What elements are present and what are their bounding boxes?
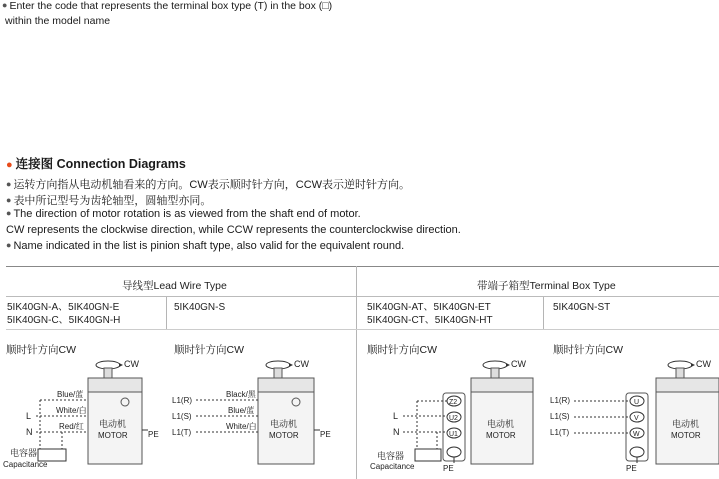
rotation-arrowhead-icon xyxy=(119,363,123,367)
group-header-lead-wire: 导线型Lead Wire Type xyxy=(122,280,227,292)
terminal-label-w: W xyxy=(633,431,640,438)
diagram-col1 xyxy=(0,355,165,479)
col-divider-1 xyxy=(166,297,167,329)
wire-blue-label: Blue/蓝 xyxy=(228,406,255,415)
wire-black-label: Black/黑 xyxy=(226,390,256,399)
l1-s-label: L1(S) xyxy=(172,412,192,421)
top-note-line1: ● Enter the code that represents the terminal box type (T) in the box (□) xyxy=(2,0,333,12)
rotation-arrowhead-icon xyxy=(289,363,293,367)
l1-t-label: L1(T) xyxy=(550,428,570,437)
bullet-icon: ● xyxy=(6,195,12,205)
terminal-pe xyxy=(447,447,461,457)
l1-r-label: L1(R) xyxy=(550,396,571,405)
motor-label-en: MOTOR xyxy=(98,431,128,440)
terminal-label-u: U xyxy=(634,399,640,406)
direction-col1: 顺时针方向CW xyxy=(6,344,76,356)
direction-col3: 顺时针方向CW xyxy=(367,344,437,356)
section-bullet-icon: ● xyxy=(6,159,13,171)
table-models-border xyxy=(6,329,719,330)
terminal-label-u2: U2 xyxy=(449,415,458,422)
terminal-label-v: V xyxy=(634,415,639,422)
capacitor-label-en: Capacitance xyxy=(3,460,48,469)
motor-shaft xyxy=(274,368,282,378)
bullet-icon: ● xyxy=(6,240,12,250)
capacitor-label-cn: 电容器 xyxy=(10,448,38,458)
note-1: ● 运转方向指从电动机轴看来的方向。CW表示顺时针方向，CCW表示逆时针方向。 xyxy=(6,179,411,191)
motor-flange xyxy=(258,378,314,392)
note-3: ● The direction of motor rotation is as viewed from the shaft end of motor. xyxy=(6,208,361,220)
model-col2-line1: 5IK40GN-S xyxy=(174,302,226,313)
bullet-icon: ● xyxy=(6,179,12,189)
model-col4-line1: 5IK40GN-ST xyxy=(553,302,611,313)
n-label: N xyxy=(393,427,400,437)
note-4: CW represents the clockwise direction, while CCW represents the counterclockwise direction. xyxy=(6,224,461,236)
pe-label: PE xyxy=(320,430,331,439)
wire-white-label: White/白 xyxy=(56,406,87,415)
motor-label-en: MOTOR xyxy=(671,431,701,440)
pe-label: PE xyxy=(626,464,637,473)
motor-shaft xyxy=(104,368,112,378)
cw-label: CW xyxy=(696,359,711,369)
note-5: ● Name indicated in the list is pinion shaft type, also valid for the equivalent round. xyxy=(6,240,405,252)
bullet-icon: ● xyxy=(6,208,12,218)
motor-flange xyxy=(471,378,533,392)
terminal-label-z2: Z2 xyxy=(449,399,458,406)
model-col1-line1: 5IK40GN-A、5IK40GN-E xyxy=(7,302,120,313)
pe-label: PE xyxy=(443,464,454,473)
rotation-arrowhead-icon xyxy=(506,363,510,367)
cw-label: CW xyxy=(124,359,139,369)
table-header-border xyxy=(6,296,719,297)
cw-label: CW xyxy=(294,359,309,369)
capacitor-icon xyxy=(415,449,441,461)
section-title: ● 连接图 Connection Diagrams xyxy=(6,157,186,171)
motor-flange xyxy=(656,378,719,392)
capacitor-label-en: Capacitance xyxy=(370,462,415,471)
wire-red-label: Red/红 xyxy=(59,422,84,431)
l1-t-label: L1(T) xyxy=(172,428,192,437)
group-header-terminal-box: 带端子箱型Terminal Box Type xyxy=(477,280,616,292)
col-divider-3 xyxy=(543,297,544,329)
wire-white-label: White/白 xyxy=(226,422,257,431)
motor-shaft xyxy=(491,368,499,378)
note-2: ● 表中所记型号为齿轮轴型，圆轴型亦同。 xyxy=(6,195,212,207)
l-label: L xyxy=(393,411,399,421)
n-label: N xyxy=(26,427,33,437)
table-top-border xyxy=(6,266,719,267)
motor-label-cn: 电动机 xyxy=(270,419,298,429)
l-label: L xyxy=(26,411,32,421)
motor-shaft xyxy=(676,368,684,378)
motor-label-cn: 电动机 xyxy=(99,419,127,429)
l1-s-label: L1(S) xyxy=(550,412,570,421)
model-col3-line2: 5IK40GN-CT、5IK40GN-HT xyxy=(367,315,493,326)
cw-label: CW xyxy=(511,359,526,369)
model-col1-line2: 5IK40GN-C、5IK40GN-H xyxy=(7,315,121,326)
diagram-col2 xyxy=(166,355,356,479)
motor-label-en: MOTOR xyxy=(269,431,299,440)
pe-label: PE xyxy=(148,430,159,439)
terminal-pe xyxy=(630,447,644,457)
rotation-arrowhead-icon xyxy=(691,363,695,367)
direction-col4: 顺时针方向CW xyxy=(553,344,623,356)
top-note-line2: within the model name xyxy=(5,15,111,27)
motor-flange xyxy=(88,378,142,392)
wire-blue-label: Blue/蓝 xyxy=(57,390,84,399)
bullet-icon: ● xyxy=(2,0,8,10)
capacitor-label-cn: 电容器 xyxy=(377,451,405,461)
l1-r-label: L1(R) xyxy=(172,396,193,405)
motor-label-cn: 电动机 xyxy=(672,419,700,429)
motor-label-en: MOTOR xyxy=(486,431,516,440)
diagram-col4 xyxy=(544,355,719,479)
motor-label-cn: 电动机 xyxy=(487,419,515,429)
model-col3-line1: 5IK40GN-AT、5IK40GN-ET xyxy=(367,302,491,313)
direction-col2: 顺时针方向CW xyxy=(174,344,244,356)
diagram-col3 xyxy=(357,355,543,479)
terminal-label-u1: U1 xyxy=(449,431,458,438)
